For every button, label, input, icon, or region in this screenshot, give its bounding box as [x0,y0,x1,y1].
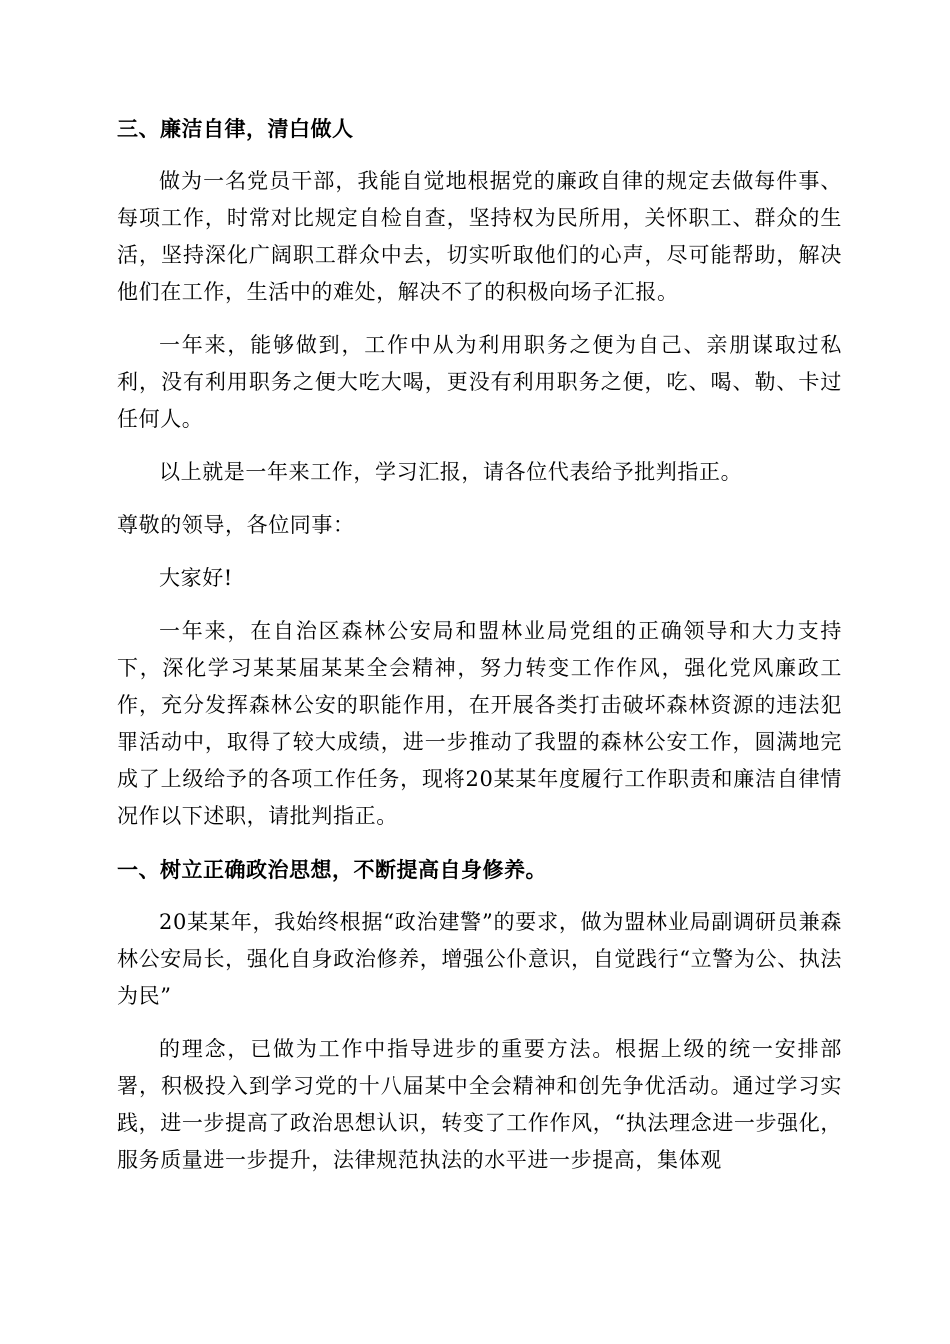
paragraph-no-abuse-of-office: 一年来，能够做到，工作中从为利用职务之便为自己、亲朋谋取过私利，没有利用职务之便大吃大喝，更没有利用职务之便，吃、喝、勒、卡过任何人。 [117,333,842,431]
section-heading-political-thought: 一、树立正确政治思想，不断提高自身修养。 [117,857,547,882]
paragraph-study-practice: 的理念，已做为工作中指导进步的重要方法。根据上级的统一安排部署，积极投入到学习党的十八届某中全会精神和创先争优活动。通过学习实践，进一步提高了政治思想认识，转变了工作作风，“执法理念进一步强化，服务质量进一步提升，法律规范执法的水平进一步提高，集体观 [117,1037,842,1172]
paragraph-closing-remark: 以上就是一年来工作，学习汇报，请各位代表给予批判指正。 [159,460,743,484]
section-heading-integrity: 三、廉洁自律，清白做人 [117,116,354,141]
salutation: 尊敬的领导，各位同事： [117,513,355,537]
paragraph-annual-overview: 一年来，在自治区森林公安局和盟林业局党组的正确领导和大力支持下，深化学习某某届某某全会精神，努力转变工作作风，强化党风廉政工作，充分发挥森林公安的职能作用，在开展各类打击破坏森林资源的违法犯罪活动中，取得了较大成绩，进一步推动了我盟的森林公安工作，圆满地完成了上级给予的各项工作任务，现将20某某年度履行工作职责和廉洁自律情况作以下述职，请批判指正。 [117,619,842,828]
greeting: 大家好! [159,566,233,590]
paragraph-political-building: 20某某年，我始终根据“政治建警”的要求，做为盟林业局副调研员兼森林公安局长，强化自身政治修养，增强公仆意识，自觉践行“立警为公、执法为民” [117,910,842,1008]
paragraph-self-discipline: 做为一名党员干部，我能自觉地根据党的廉政自律的规定去做每件事、每项工作，时常对比规定自检自查，坚持权为民所用，关怀职工、群众的生活，坚持深化广阔职工群众中去，切实听取他们的心声，尽可能帮助，解决他们在工作，生活中的难处，解决不了的积极向场子汇报。 [117,169,842,304]
